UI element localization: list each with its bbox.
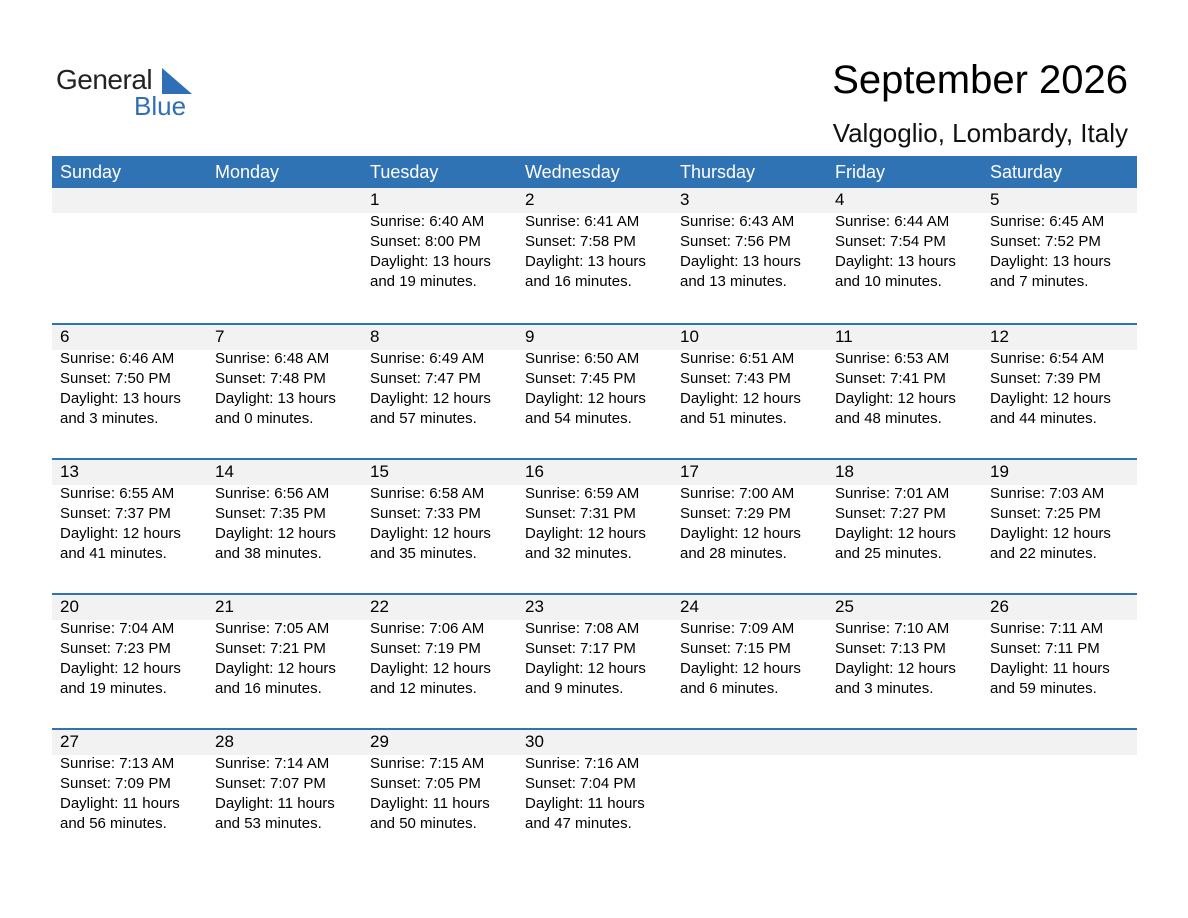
day-number: 28 xyxy=(215,732,234,751)
sunset-text: Sunset: 7:31 PM xyxy=(525,505,636,522)
sunset-text: Sunset: 7:29 PM xyxy=(680,505,791,522)
sunset-text: Sunset: 7:58 PM xyxy=(525,233,636,250)
calendar-weeks xyxy=(52,188,1137,863)
day-cell xyxy=(982,325,1137,429)
daylight-text: Daylight: 13 hours xyxy=(835,253,956,270)
sunset-text: Sunset: 7:47 PM xyxy=(370,370,481,387)
daylight-text: Daylight: 12 hours xyxy=(370,660,491,677)
day-cell xyxy=(207,460,362,564)
day-number: 9 xyxy=(525,327,535,346)
daylight-text: Daylight: 13 hours xyxy=(990,253,1111,270)
daylight-text: Daylight: 12 hours xyxy=(835,525,956,542)
daylight-minutes-text: and 19 minutes. xyxy=(60,680,167,697)
day-cell xyxy=(672,188,827,292)
empty-day-cell xyxy=(207,188,362,292)
day-number: 26 xyxy=(990,597,1009,616)
sunset-text: Sunset: 7:25 PM xyxy=(990,505,1101,522)
weekday-wednesday: Wednesday xyxy=(525,162,620,182)
daylight-text: Daylight: 12 hours xyxy=(215,660,336,677)
sunset-text: Sunset: 7:52 PM xyxy=(990,233,1101,250)
daylight-minutes-text: and 3 minutes. xyxy=(835,680,934,697)
sunrise-text: Sunrise: 6:49 AM xyxy=(370,350,485,367)
sunset-text: Sunset: 7:50 PM xyxy=(60,370,171,387)
day-number: 16 xyxy=(525,462,544,481)
day-number: 15 xyxy=(370,462,389,481)
day-number: 23 xyxy=(525,597,544,616)
daylight-minutes-text: and 12 minutes. xyxy=(370,680,477,697)
day-cell xyxy=(827,188,982,292)
empty-day-cell xyxy=(827,730,982,834)
sunrise-text: Sunrise: 7:03 AM xyxy=(990,485,1105,502)
logo xyxy=(56,64,206,120)
day-cell xyxy=(207,730,362,834)
empty-day-cell xyxy=(672,730,827,834)
day-number: 4 xyxy=(835,190,845,209)
sunrise-text: Sunrise: 6:53 AM xyxy=(835,350,950,367)
day-cell xyxy=(672,325,827,429)
daylight-text: Daylight: 12 hours xyxy=(60,525,181,542)
sunrise-text: Sunrise: 7:09 AM xyxy=(680,620,795,637)
sunrise-text: Sunrise: 7:13 AM xyxy=(60,755,175,772)
weekday-sunday: Sunday xyxy=(60,162,122,182)
day-cell xyxy=(52,595,207,699)
day-number: 18 xyxy=(835,462,854,481)
logo-word-blue: Blue xyxy=(134,91,187,121)
sunset-text: Sunset: 7:17 PM xyxy=(525,640,636,657)
day-number: 1 xyxy=(370,190,380,209)
calendar xyxy=(52,156,1137,863)
sunrise-text: Sunrise: 6:54 AM xyxy=(990,350,1105,367)
day-number: 17 xyxy=(680,462,699,481)
daylight-minutes-text: and 13 minutes. xyxy=(680,273,787,290)
daylight-minutes-text: and 54 minutes. xyxy=(525,410,632,427)
day-cell xyxy=(52,325,207,429)
daylight-text: Daylight: 12 hours xyxy=(215,525,336,542)
sunrise-text: Sunrise: 7:08 AM xyxy=(525,620,640,637)
calendar-week-row xyxy=(52,188,1137,323)
sunset-text: Sunset: 7:45 PM xyxy=(525,370,636,387)
daylight-minutes-text: and 48 minutes. xyxy=(835,410,942,427)
sunset-text: Sunset: 7:13 PM xyxy=(835,640,946,657)
day-number: 29 xyxy=(370,732,389,751)
daylight-minutes-text: and 56 minutes. xyxy=(60,815,167,832)
day-cell xyxy=(362,325,517,429)
sunset-text: Sunset: 7:33 PM xyxy=(370,505,481,522)
calendar-week-row xyxy=(52,323,1137,458)
sunset-text: Sunset: 7:04 PM xyxy=(525,775,636,792)
day-cell xyxy=(207,325,362,429)
day-number: 3 xyxy=(680,190,690,209)
day-number: 20 xyxy=(60,597,79,616)
daylight-minutes-text: and 25 minutes. xyxy=(835,545,942,562)
sunrise-text: Sunrise: 6:55 AM xyxy=(60,485,175,502)
day-number: 24 xyxy=(680,597,699,616)
sunrise-text: Sunrise: 6:40 AM xyxy=(370,213,485,230)
day-cell xyxy=(982,595,1137,699)
location-subtitle: Valgoglio, Lombardy, Italy xyxy=(832,118,1128,148)
daylight-text: Daylight: 12 hours xyxy=(60,660,181,677)
day-cell xyxy=(827,460,982,564)
day-number: 6 xyxy=(60,327,70,346)
daylight-text: Daylight: 13 hours xyxy=(60,390,181,407)
daylight-minutes-text: and 38 minutes. xyxy=(215,545,322,562)
daylight-minutes-text: and 44 minutes. xyxy=(990,410,1097,427)
calendar-week-row xyxy=(52,458,1137,593)
day-cell xyxy=(362,595,517,699)
day-number: 12 xyxy=(990,327,1009,346)
daylight-text: Daylight: 12 hours xyxy=(525,660,646,677)
day-number: 5 xyxy=(990,190,1000,209)
sunrise-text: Sunrise: 6:59 AM xyxy=(525,485,640,502)
daylight-minutes-text: and 19 minutes. xyxy=(370,273,477,290)
day-number: 19 xyxy=(990,462,1009,481)
day-cell xyxy=(982,188,1137,292)
day-number: 30 xyxy=(525,732,544,751)
day-number: 27 xyxy=(60,732,79,751)
day-number: 14 xyxy=(215,462,234,481)
sunrise-text: Sunrise: 6:44 AM xyxy=(835,213,950,230)
empty-day-cell xyxy=(982,730,1137,834)
sunset-text: Sunset: 7:19 PM xyxy=(370,640,481,657)
day-number: 10 xyxy=(680,327,699,346)
sunset-text: Sunset: 7:15 PM xyxy=(680,640,791,657)
daylight-text: Daylight: 12 hours xyxy=(370,525,491,542)
sunrise-text: Sunrise: 6:48 AM xyxy=(215,350,330,367)
sunrise-text: Sunrise: 6:45 AM xyxy=(990,213,1105,230)
daylight-minutes-text: and 6 minutes. xyxy=(680,680,779,697)
daylight-minutes-text: and 10 minutes. xyxy=(835,273,942,290)
daylight-text: Daylight: 12 hours xyxy=(835,390,956,407)
daylight-text: Daylight: 12 hours xyxy=(525,525,646,542)
weekday-tuesday: Tuesday xyxy=(370,162,439,182)
sunset-text: Sunset: 7:35 PM xyxy=(215,505,326,522)
day-cell xyxy=(517,460,672,564)
daylight-minutes-text: and 9 minutes. xyxy=(525,680,624,697)
daylight-minutes-text: and 50 minutes. xyxy=(370,815,477,832)
day-cell xyxy=(52,730,207,834)
day-number: 13 xyxy=(60,462,79,481)
daylight-minutes-text: and 7 minutes. xyxy=(990,273,1089,290)
daylight-text: Daylight: 13 hours xyxy=(525,253,646,270)
daylight-text: Daylight: 13 hours xyxy=(680,253,801,270)
sunset-text: Sunset: 7:48 PM xyxy=(215,370,326,387)
daylight-minutes-text: and 57 minutes. xyxy=(370,410,477,427)
sunrise-text: Sunrise: 7:01 AM xyxy=(835,485,950,502)
day-cell xyxy=(517,325,672,429)
sunset-text: Sunset: 7:41 PM xyxy=(835,370,946,387)
sunset-text: Sunset: 7:09 PM xyxy=(60,775,171,792)
logo-word-general: General xyxy=(56,64,153,95)
daylight-text: Daylight: 12 hours xyxy=(680,390,801,407)
day-cell xyxy=(982,460,1137,564)
sunset-text: Sunset: 7:39 PM xyxy=(990,370,1101,387)
day-cell xyxy=(362,188,517,292)
sunset-text: Sunset: 7:11 PM xyxy=(990,640,1100,657)
sunrise-text: Sunrise: 6:51 AM xyxy=(680,350,795,367)
day-number: 11 xyxy=(835,327,853,346)
daylight-minutes-text: and 35 minutes. xyxy=(370,545,477,562)
day-cell xyxy=(517,595,672,699)
day-cell xyxy=(207,595,362,699)
sunrise-text: Sunrise: 7:05 AM xyxy=(215,620,330,637)
day-cell xyxy=(827,595,982,699)
weekday-friday: Friday xyxy=(835,162,886,182)
sunset-text: Sunset: 7:43 PM xyxy=(680,370,791,387)
day-number: 8 xyxy=(370,327,380,346)
sunrise-text: Sunrise: 6:56 AM xyxy=(215,485,330,502)
daylight-minutes-text: and 0 minutes. xyxy=(215,410,314,427)
sunrise-text: Sunrise: 7:10 AM xyxy=(835,620,950,637)
daylight-text: Daylight: 12 hours xyxy=(370,390,491,407)
sunset-text: Sunset: 7:23 PM xyxy=(60,640,171,657)
day-cell xyxy=(517,188,672,292)
sunset-text: Sunset: 7:05 PM xyxy=(370,775,481,792)
daylight-minutes-text: and 59 minutes. xyxy=(990,680,1097,697)
daylight-minutes-text: and 16 minutes. xyxy=(215,680,322,697)
daylight-minutes-text: and 22 minutes. xyxy=(990,545,1097,562)
calendar-week-row xyxy=(52,728,1137,863)
daylight-text: Daylight: 12 hours xyxy=(680,525,801,542)
daylight-text: Daylight: 11 hours xyxy=(215,795,335,812)
daylight-minutes-text: and 53 minutes. xyxy=(215,815,322,832)
sunrise-text: Sunrise: 7:16 AM xyxy=(525,755,640,772)
daylight-text: Daylight: 13 hours xyxy=(215,390,336,407)
day-cell xyxy=(362,460,517,564)
sunset-text: Sunset: 7:37 PM xyxy=(60,505,171,522)
daylight-text: Daylight: 11 hours xyxy=(370,795,490,812)
daylight-text: Daylight: 12 hours xyxy=(680,660,801,677)
sunset-text: Sunset: 8:00 PM xyxy=(370,233,481,250)
daylight-minutes-text: and 32 minutes. xyxy=(525,545,632,562)
sunrise-text: Sunrise: 7:04 AM xyxy=(60,620,175,637)
weekday-thursday: Thursday xyxy=(680,162,756,182)
sunset-text: Sunset: 7:56 PM xyxy=(680,233,791,250)
daylight-text: Daylight: 11 hours xyxy=(990,660,1110,677)
daylight-text: Daylight: 11 hours xyxy=(60,795,180,812)
daylight-text: Daylight: 12 hours xyxy=(990,525,1111,542)
sunrise-text: Sunrise: 7:14 AM xyxy=(215,755,330,772)
daylight-minutes-text: and 28 minutes. xyxy=(680,545,787,562)
sunrise-text: Sunrise: 6:58 AM xyxy=(370,485,485,502)
daylight-text: Daylight: 12 hours xyxy=(525,390,646,407)
daylight-text: Daylight: 12 hours xyxy=(835,660,956,677)
daylight-minutes-text: and 16 minutes. xyxy=(525,273,632,290)
day-number: 7 xyxy=(215,327,225,346)
page-title: September 2026 xyxy=(832,58,1128,102)
day-cell xyxy=(52,460,207,564)
sunrise-text: Sunrise: 6:50 AM xyxy=(525,350,640,367)
sunset-text: Sunset: 7:07 PM xyxy=(215,775,326,792)
sunrise-text: Sunrise: 6:41 AM xyxy=(525,213,640,230)
day-cell xyxy=(517,730,672,834)
calendar-week-row xyxy=(52,593,1137,728)
day-number: 25 xyxy=(835,597,854,616)
sunrise-text: Sunrise: 7:11 AM xyxy=(990,620,1104,637)
weekday-monday: Monday xyxy=(215,162,280,182)
sunset-text: Sunset: 7:27 PM xyxy=(835,505,946,522)
sunrise-text: Sunrise: 7:00 AM xyxy=(680,485,795,502)
day-number: 21 xyxy=(215,597,234,616)
daylight-text: Daylight: 12 hours xyxy=(990,390,1111,407)
day-cell xyxy=(672,595,827,699)
sunrise-text: Sunrise: 7:06 AM xyxy=(370,620,485,637)
weekday-header xyxy=(52,156,1137,188)
weekday-saturday: Saturday xyxy=(990,162,1063,182)
daylight-text: Daylight: 13 hours xyxy=(370,253,491,270)
sunrise-text: Sunrise: 6:46 AM xyxy=(60,350,175,367)
daylight-minutes-text: and 47 minutes. xyxy=(525,815,632,832)
sunrise-text: Sunrise: 6:43 AM xyxy=(680,213,795,230)
daylight-minutes-text: and 51 minutes. xyxy=(680,410,787,427)
daylight-text: Daylight: 11 hours xyxy=(525,795,645,812)
daylight-minutes-text: and 3 minutes. xyxy=(60,410,159,427)
empty-day-cell xyxy=(52,188,207,292)
sunset-text: Sunset: 7:54 PM xyxy=(835,233,946,250)
sunset-text: Sunset: 7:21 PM xyxy=(215,640,326,657)
day-cell xyxy=(672,460,827,564)
day-number: 2 xyxy=(525,190,535,209)
day-cell xyxy=(362,730,517,834)
daylight-minutes-text: and 41 minutes. xyxy=(60,545,167,562)
day-cell xyxy=(827,325,982,429)
sunrise-text: Sunrise: 7:15 AM xyxy=(370,755,485,772)
day-number: 22 xyxy=(370,597,389,616)
